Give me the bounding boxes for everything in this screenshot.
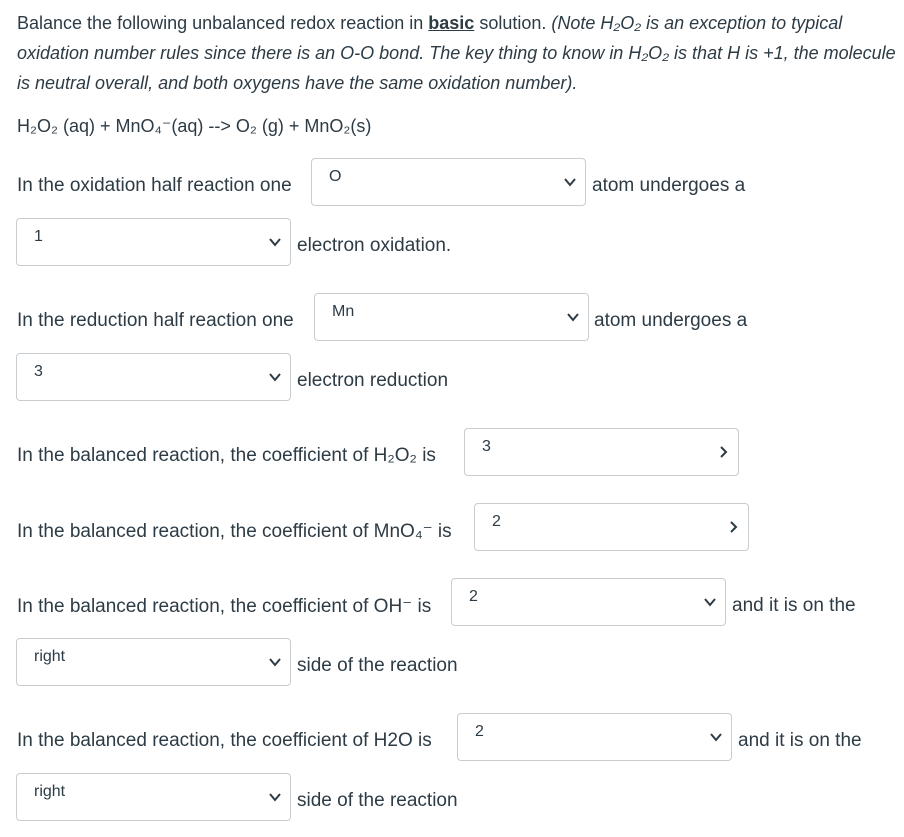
chevron-down-icon — [709, 730, 723, 744]
chevron-down-icon — [563, 175, 577, 189]
q6-suffix: side of the reaction — [297, 790, 458, 811]
q2-atom-select[interactable] — [314, 293, 589, 341]
q1-atom-value: O — [329, 168, 342, 185]
q3-prefix: In the balanced reaction, the coefficient of H₂O₂ is — [17, 445, 436, 466]
q1-count-value: 1 — [34, 228, 43, 245]
q6-coefficient-select[interactable] — [457, 713, 732, 761]
q2-count-select[interactable] — [16, 353, 291, 401]
q4-prefix: In the balanced reaction, the coefficient of MnO₄⁻ is — [17, 521, 452, 542]
q5-side-value: right — [34, 648, 66, 665]
chevron-right-icon — [726, 520, 740, 534]
chevron-down-icon — [268, 370, 282, 384]
instructions-text: Balance the following unbalanced redox reaction in — [17, 13, 429, 33]
q5-middle: and it is on the — [732, 595, 856, 616]
q6-side-value: right — [34, 783, 66, 800]
q1-middle: atom undergoes a — [592, 175, 746, 196]
q6-prefix: In the balanced reaction, the coefficient of H2O is — [17, 730, 432, 751]
q1-suffix: electron oxidation. — [297, 235, 452, 256]
chevron-down-icon — [566, 310, 580, 324]
q2-atom-value: Mn — [332, 303, 355, 320]
q5-value: 2 — [469, 588, 478, 605]
q1-prefix: In the oxidation half reaction one — [17, 175, 292, 196]
chevron-down-icon — [268, 790, 282, 804]
q4-value: 2 — [492, 513, 501, 530]
instructions-text-2: solution. — [474, 13, 552, 33]
reaction-equation: H₂O₂ (aq) + MnO₄⁻(aq) --> O₂ (g) + MnO₂(s) — [17, 116, 372, 136]
q5-suffix: side of the reaction — [297, 655, 458, 676]
q5-side-select[interactable] — [16, 638, 291, 686]
q3-value: 3 — [482, 438, 491, 455]
q2-middle: atom undergoes a — [594, 310, 748, 331]
chevron-down-icon — [268, 655, 282, 669]
q3-coefficient-select[interactable] — [464, 428, 739, 476]
q5-coefficient-select[interactable] — [451, 578, 726, 626]
chevron-right-icon — [716, 445, 730, 459]
q6-value: 2 — [475, 723, 484, 740]
instructions-note: (Note H₂O₂ is an exception to typical oxidation number rules since there is an O-O bond. The key thing to know in H₂O₂ is that H is +1, the molecule is neutral overall, and both oxygens have the same oxidation number). — [17, 13, 896, 93]
chevron-down-icon — [703, 595, 717, 609]
q6-side-select[interactable] — [16, 773, 291, 821]
q6-middle: and it is on the — [738, 730, 862, 751]
chevron-down-icon — [268, 235, 282, 249]
q2-count-value: 3 — [34, 363, 43, 380]
q5-prefix: In the balanced reaction, the coefficient of OH⁻ is — [17, 596, 432, 617]
q2-prefix: In the reduction half reaction one — [17, 310, 294, 331]
q1-count-select[interactable] — [16, 218, 291, 266]
q1-atom-select[interactable] — [311, 158, 586, 206]
q4-coefficient-select[interactable] — [474, 503, 749, 551]
basic-emphasis: basic — [428, 13, 475, 33]
question-instructions — [17, 8, 897, 98]
q2-suffix: electron reduction — [297, 370, 449, 391]
